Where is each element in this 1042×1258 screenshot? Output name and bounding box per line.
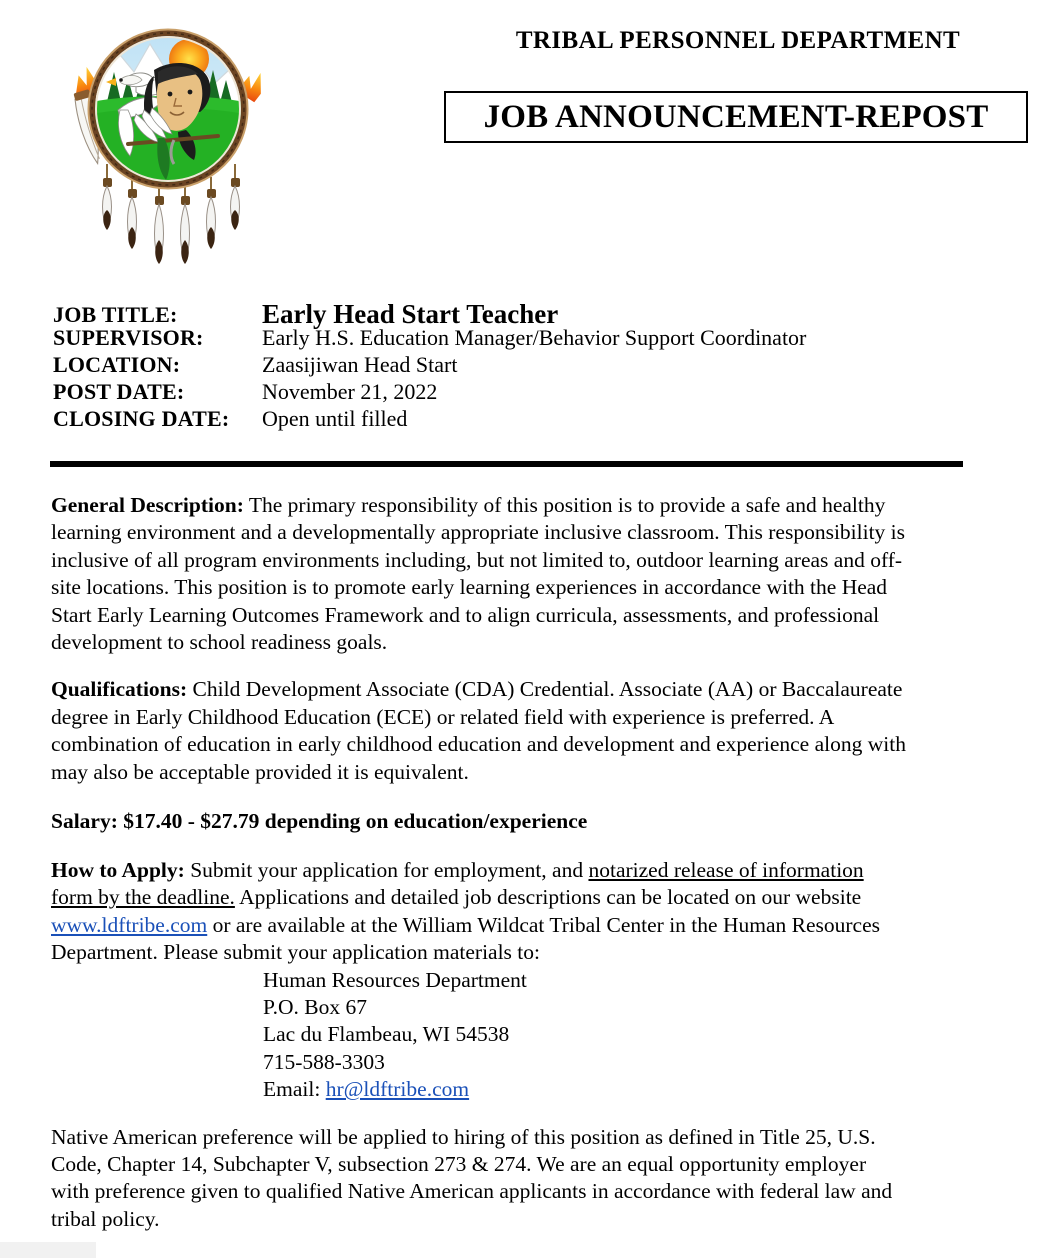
how-to-apply-text-3: or are available at the William Wildcat Tribal Center in the Human Resources Department. Please submit your application materials to: [51, 912, 880, 965]
mailing-address-block [263, 967, 907, 1104]
field-label: JOB TITLE: [53, 302, 178, 327]
how-to-apply-text-1: Submit your application for employment, and [184, 857, 589, 882]
address-line-phone: 715-588-3303 [263, 1049, 385, 1074]
field-value: November 21, 2022 [262, 379, 438, 404]
field-value: Early H.S. Education Manager/Behavior Support Coordinator [262, 325, 807, 350]
document-body [51, 492, 907, 1233]
field-value: Early Head Start Teacher [262, 299, 559, 329]
field-job-title [53, 298, 953, 329]
qualifications-label: Qualifications: [51, 677, 188, 702]
field-post-date [53, 379, 953, 406]
field-label: POST DATE: [53, 379, 185, 404]
field-closing-date [53, 406, 953, 433]
tribe-website-link[interactable]: www.ldftribe.com [51, 912, 208, 937]
field-location [53, 352, 953, 379]
general-description-label: General Description: [51, 493, 244, 517]
field-label: CLOSING DATE: [53, 406, 230, 431]
layout-spacer [51, 1104, 907, 1124]
general-description-text: The primary responsibility of this position is to provide a safe and healthy learning environment and a developmentally appropriate inclusive classroom. This responsibility is inclusive of all program environments including, but not limited to, outdoor learning areas and off-site locations. This position is to promote early learning experiences in accordance with the Head Start Early Learning Outcomes Framework and to align curricula, assessments, and professional development to school readiness goals. [51, 493, 906, 655]
address-line-po-box: P.O. Box 67 [263, 995, 367, 1019]
department-heading: TRIBAL PERSONNEL DEPARTMENT [515, 27, 961, 54]
salary-paragraph [51, 808, 907, 835]
salary-text: $17.40 - $27.79 depending on education/experience [117, 808, 588, 833]
email-label: Email: [263, 1077, 326, 1102]
address-line-organization: Human Resources Department [263, 967, 527, 992]
field-label: LOCATION: [53, 352, 181, 377]
announcement-title: JOB ANNOUNCEMENT-REPOST [483, 98, 989, 135]
notarized-release-underlined-text: notarized release of information form by the deadline. [51, 857, 864, 910]
hr-email-link[interactable]: hr@ldftribe.com [325, 1077, 470, 1102]
address-line-email [263, 1076, 907, 1103]
how-to-apply-label: How to Apply: [51, 857, 185, 882]
how-to-apply-text-2: Applications and detailed job descriptions can be located on our website [234, 885, 862, 910]
field-value: Open until filled [262, 406, 408, 431]
qualifications-paragraph [51, 676, 907, 786]
salary-label: Salary: [51, 808, 118, 833]
job-details-list [53, 298, 953, 433]
native-preference-paragraph: Native American preference will be applied to hiring of this position as defined in Title 25, U.S. Code, Chapter 14, Subchapter V, subsection 273 & 274. We are an equal opportunity employer with preference given to qualified Native American applicants in accordance with federal law and tribal policy. [51, 1124, 893, 1231]
tribal-seal-logo [58, 14, 278, 276]
field-value: Zaasijiwan Head Start [262, 352, 458, 377]
qualifications-text: Child Development Associate (CDA) Credential. Associate (AA) or Baccalaureate degree in Early Childhood Education (ECE) or related field with experience is preferred. A combination of education in early childhood education and development and experience along with may also be acceptable provided it is equivalent. [51, 677, 906, 784]
announcement-title-box [444, 91, 1028, 143]
field-label: SUPERVISOR: [53, 325, 204, 350]
horizontal-divider [50, 461, 963, 467]
how-to-apply-paragraph [51, 857, 907, 967]
page-bottom-cutoff-artifact [0, 1242, 96, 1258]
general-description-paragraph [51, 492, 907, 656]
address-line-city-state-zip: Lac du Flambeau, WI 54538 [263, 1022, 510, 1047]
